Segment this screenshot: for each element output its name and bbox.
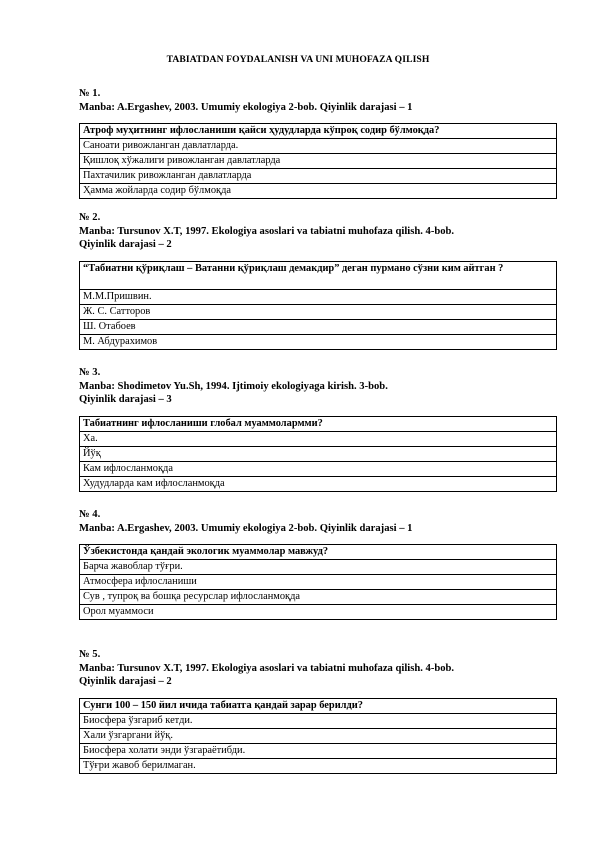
table-row — [80, 758, 557, 773]
answer-option: Ш. Отабоев — [80, 319, 557, 334]
table-row — [80, 476, 557, 491]
table-row — [80, 560, 557, 575]
answer-option: Барча жавоблар тўғри. — [80, 560, 557, 575]
question-table — [79, 261, 557, 350]
table-row — [80, 461, 557, 476]
question-block-2 — [79, 211, 560, 350]
table-row — [80, 575, 557, 590]
question-table — [79, 416, 557, 492]
table-row — [80, 169, 557, 184]
table-row — [80, 446, 557, 461]
question-source: Manba: A.Ergashev, 2003. Umumiy ekologiya 2-bob. Qiyinlik darajasi – 1 — [79, 101, 413, 113]
answer-option: Йўқ — [80, 446, 557, 461]
answer-option: М. Абдурахимов — [80, 334, 557, 349]
table-row — [80, 139, 557, 154]
question-number: № 5. — [79, 649, 101, 660]
answer-option: Биосфера ўзгариб кетди. — [80, 713, 557, 728]
answer-option: Пахтачилик ривожланган давлатларда — [80, 169, 557, 184]
question-text: Атроф муҳитнинг ифлосланиши қайси ҳудудларда кўпроқ содир бўлмоқда? — [80, 124, 557, 139]
table-row — [80, 545, 557, 560]
table-row — [80, 713, 557, 728]
question-number: № 3. — [79, 367, 101, 378]
table-row — [80, 261, 557, 289]
question-table — [79, 544, 557, 620]
table-row — [80, 124, 557, 139]
table-row — [80, 605, 557, 620]
table-row — [80, 590, 557, 605]
question-difficulty: Qiyinlik darajasi – 2 — [79, 676, 172, 687]
question-source: Manba: Tursunov X.T, 1997. Ekologiya asoslari va tabiatni muhofaza qilish. 4-bob. — [79, 662, 455, 674]
table-row — [80, 416, 557, 431]
question-block-4 — [79, 508, 560, 620]
answer-option: Кам ифлосланмоқда — [80, 461, 557, 476]
question-text: “Табиатни қўриқлаш – Ватанни қўриқлаш демакдир” деган пурмано сўзни ким айтган ? — [80, 261, 557, 289]
answer-option: Хали ўзгаргани йўқ. — [80, 728, 557, 743]
question-text: Сунги 100 – 150 йил ичида табиатга қандай зарар берилди? — [80, 698, 557, 713]
question-text: Ўзбекистонда қандай экологик муаммолар мавжуд? — [80, 545, 557, 560]
answer-option: Қишлоқ хўжалиги ривожланган давлатларда — [80, 154, 557, 169]
table-row — [80, 743, 557, 758]
answer-option: Саноати ривожланган давлатларда. — [80, 139, 557, 154]
answer-option: Худудларда кам ифлосланмоқда — [80, 476, 557, 491]
question-source: Manba: Tursunov X.T, 1997. Ekologiya asoslari va tabiatni muhofaza qilish. 4-bob. — [79, 225, 455, 237]
table-row — [80, 289, 557, 304]
question-source: Manba: A.Ergashev, 2003. Umumiy ekologiya 2-bob. Qiyinlik darajasi – 1 — [79, 522, 413, 534]
answer-option: Ж. С. Сатторов — [80, 304, 557, 319]
table-row — [80, 184, 557, 199]
table-row — [80, 319, 557, 334]
answer-option: Тўғри жавоб берилмаган. — [80, 758, 557, 773]
table-row — [80, 698, 557, 713]
question-number: № 1. — [79, 88, 101, 99]
table-row — [80, 334, 557, 349]
answer-option: Ха. — [80, 431, 557, 446]
answer-option: Атмосфера ифлосланиши — [80, 575, 557, 590]
question-source: Manba: Shodimetov Yu.Sh, 1994. Ijtimoiy ekologiyaga kirish. 3-bob. — [79, 380, 388, 392]
answer-option: Ҳамма жойларда содир бўлмоқда — [80, 184, 557, 199]
table-row — [80, 728, 557, 743]
table-row — [80, 431, 557, 446]
answer-option: Биосфера холати энди ўзгараётибди. — [80, 743, 557, 758]
question-table — [79, 698, 557, 774]
answer-option: Сув , тупроқ ва бошқа ресурслар ифлосланмоқда — [80, 590, 557, 605]
question-block-5 — [79, 648, 560, 774]
answer-option: М.М.Пришвин. — [80, 289, 557, 304]
question-text: Табиатнинг ифлосланиши глобал муаммолармми? — [80, 416, 557, 431]
question-table — [79, 123, 557, 199]
question-block-1 — [79, 87, 560, 199]
table-row — [80, 154, 557, 169]
question-block-3 — [79, 366, 560, 492]
answer-option: Орол муаммоси — [80, 605, 557, 620]
question-difficulty: Qiyinlik darajasi – 3 — [79, 394, 172, 405]
document-title: TABIATDAN FOYDALANISH VA UNI MUHOFAZA QILISH — [166, 54, 430, 65]
question-difficulty: Qiyinlik darajasi – 2 — [79, 239, 172, 250]
question-number: № 4. — [79, 509, 101, 520]
table-row — [80, 304, 557, 319]
question-number: № 2. — [79, 212, 101, 223]
